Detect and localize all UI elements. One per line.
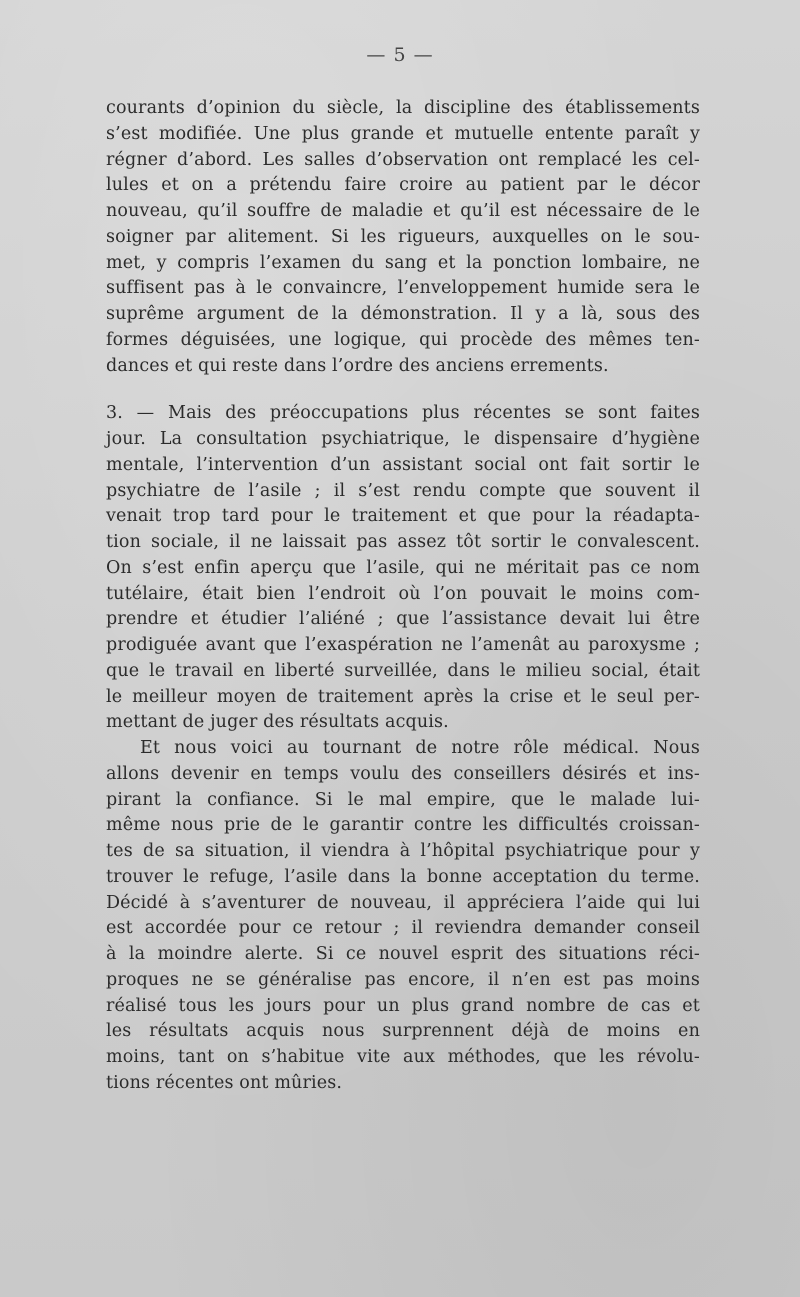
text-line: formes déguisées, une logique, qui procède des mêmes ten- [106,329,700,350]
text-line: Et nous voici au tournant de notre rôle médical. Nous [140,738,700,758]
text-line: mettant de juger des résultats acquis. [106,712,449,733]
text-line: tion sociale, il ne laissait pas assez tôt sortir le convalescent. [106,532,700,552]
text-line: nouveau, qu’il souffre de maladie et qu’il est nécessaire de le [106,201,700,221]
text-line: proques ne se généralise pas encore, il n’en est pas moins [106,969,700,990]
text-line: tions récentes ont mûries. [106,1072,343,1093]
text-line: pirant la confiance. Si le mal empire, que le malade lui- [106,789,700,810]
text-line: prodiguée avant que l’exaspération ne l’amenât au paroxysme ; [106,635,700,655]
paragraph-gap [106,379,700,401]
text-line: suprême argument de la démonstration. Il y a là, sous des [106,304,700,324]
text-line: allons devenir en temps voulu des conseillers désirés et ins- [106,763,700,784]
text-line: s’est modifiée. Une plus grande et mutuelle entente paraît y [106,123,700,144]
text-line: moins, tant on s’habitue vite aux méthodes, que les révolu- [106,1047,700,1067]
text-line: est accordée pour ce retour ; il reviendra demander conseil [106,918,700,939]
page-number: — 5 — [366,44,434,66]
text-line: On s’est enfin aperçu que l’asile, qui ne méritait pas ce nom [106,557,700,578]
text-line: réalisé tous les jours pour un plus grand nombre de cas et [106,995,700,1016]
text-line: jour. La consultation psychiatrique, le dispensaire d’hygiène [106,429,700,449]
text-line: mentale, l’intervention d’un assistant social ont fait sortir le [106,454,700,475]
text-line: prendre et étudier l’aliéné ; que l’assistance devait lui être [106,609,700,630]
text-line: lules et on a prétendu faire croire au patient par le décor [106,175,700,196]
text-line: même nous prie de le garantir contre les difficultés croissan- [106,815,700,836]
text-line: à la moindre alerte. Si ce nouvel esprit des situations réci- [106,944,700,964]
text-line: psychiatre de l’asile ; il s’est rendu compte que souvent il [106,480,700,501]
text-line: venait trop tard pour le traitement et que pour la réadapta- [106,506,700,527]
text-line: régner d’abord. Les salles d’observation ont remplacé les cel- [106,149,700,170]
text-line: le meilleur moyen de traitement après la crise et le seul per- [106,686,700,707]
text-line: trouver le refuge, l’asile dans la bonne acceptation du terme. [106,866,700,887]
text-line: met, y compris l’examen du sang et la ponction lombaire, ne [106,252,700,273]
paragraph-1 [106,96,700,379]
paragraph-3 [106,736,700,1097]
text-line: les résultats acquis nous surprennent déjà de moins en [106,1021,700,1042]
body-text [106,96,700,1097]
text-line: soigner par alitement. Si les rigueurs, auxquelles on le sou- [106,226,700,247]
text-line: tes de sa situation, il viendra à l’hôpital psychiatrique pour y [106,841,700,861]
text-line: 3. — Mais des préoccupations plus récentes se sont faites [106,403,700,424]
text-line: tutélaire, était bien l’endroit où l’on pouvait le moins com- [106,583,700,604]
paragraph-2 [106,401,700,736]
text-line: Décidé à s’aventurer de nouveau, il appréciera l’aide qui lui [106,892,700,913]
text-line: que le travail en liberté surveillée, dans le milieu social, était [106,660,700,681]
text-line: suffisent pas à le convaincre, l’enveloppement humide sera le [106,278,700,299]
text-line: courants d’opinion du siècle, la discipline des établissements [106,98,700,118]
text-line: dances et qui reste dans l’ordre des anciens errements. [106,355,609,376]
